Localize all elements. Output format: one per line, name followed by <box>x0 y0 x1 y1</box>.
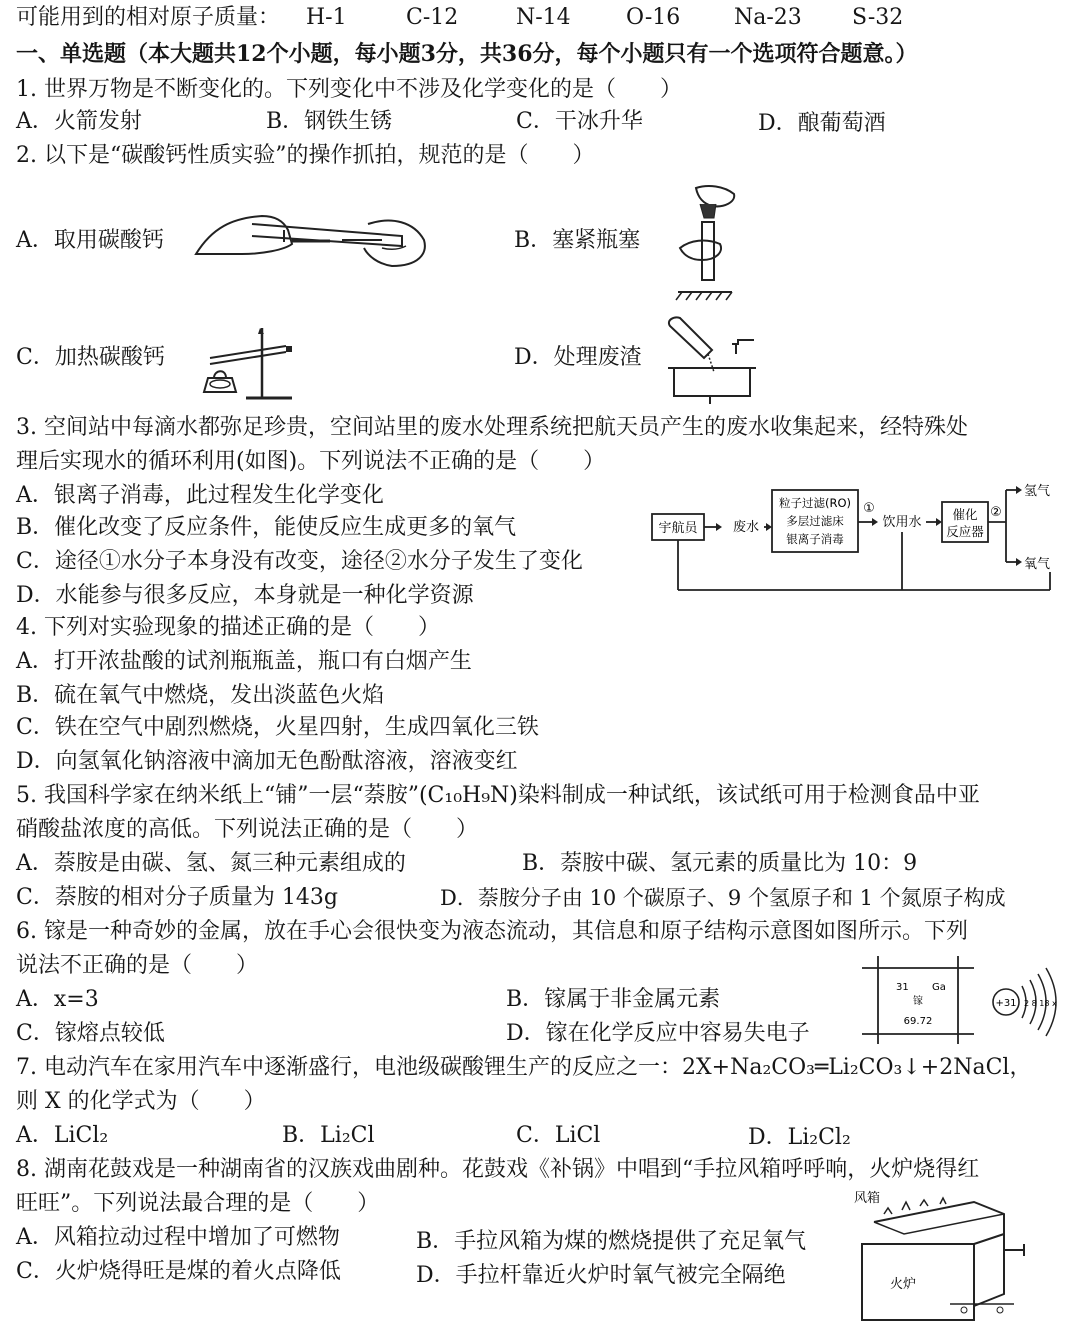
q8-option-d[interactable]: D．手拉杆靠近火炉时氧气被完全隔绝 <box>416 1263 786 1288</box>
ga-nucleus: +31 <box>995 998 1017 1009</box>
q5-option-a[interactable]: A．萘胺是由碳、氢、氮三种元素组成的 <box>16 851 406 876</box>
q4-stem: 4. 下列对实验现象的描述正确的是（ ） <box>16 615 440 640</box>
q2-option-d[interactable]: D．处理废渣 <box>514 345 642 370</box>
q6-stem-line1: 6. 镓是一种奇妙的金属，放在手心会很快变为液态流动，其信息和原子结构示意图如图所示。下列 <box>16 919 968 944</box>
ga-shells: 2 8 18 x <box>1024 999 1057 1008</box>
q5-option-d[interactable]: D．萘胺分子由 10 个碳原子、9 个氢原子和 1 个氮原子构成 <box>440 886 1006 910</box>
q7-option-b[interactable]: B．Li₂Cl <box>282 1123 375 1148</box>
q4-option-a[interactable]: A．打开浓盐酸的试剂瓶瓶盖，瓶口有白烟产生 <box>16 649 472 674</box>
q2-option-a[interactable]: A．取用碳酸钙 <box>16 228 164 253</box>
q8-furnace-figure <box>854 1184 1034 1324</box>
mass-n: N-14 <box>516 5 571 30</box>
q6-option-d[interactable]: D．镓在化学反应中容易失电子 <box>506 1021 810 1046</box>
q3-option-c[interactable]: C．途径①水分子本身没有改变，途径②水分子发生了变化 <box>16 549 583 574</box>
ga-mass: 69.72 <box>903 1016 933 1027</box>
q3-stem-line1: 3. 空间站中每滴水都弥足珍贵，空间站里的废水处理系统把航天员产生的废水收集起来，经特殊处 <box>16 415 968 440</box>
q5-option-c[interactable]: C．萘胺的相对分子质量为 143g <box>16 885 338 910</box>
q8-option-c[interactable]: C．火炉烧得旺是煤的着火点降低 <box>16 1259 341 1284</box>
q1-option-a[interactable]: A．火箭发射 <box>16 109 142 134</box>
q5-option-b[interactable]: B．萘胺中碳、氢元素的质量比为 10：9 <box>522 851 918 876</box>
box-astronaut: 宇航员 <box>658 521 698 536</box>
q2-option-c[interactable]: C．加热碳酸钙 <box>16 345 165 370</box>
q7-stem-line2: 则 X 的化学式为（ ） <box>16 1089 266 1114</box>
q3-option-b[interactable]: B．催化改变了反应条件，能使反应生成更多的氧气 <box>16 515 517 540</box>
label-wastewater: 废水 <box>732 520 760 535</box>
path-1-label: ① <box>863 501 875 516</box>
q4-option-c[interactable]: C．铁在空气中剧烈燃烧，火星四射，生成四氧化三铁 <box>16 715 539 740</box>
q5-stem-line1: 5. 我国科学家在纳米纸上“铺”一层“萘胺”(C₁₀H₉N)染料制成一种试纸，该试纸可用于检测食品中亚 <box>16 783 980 808</box>
q3-stem-line2: 理后实现水的循环利用(如图)。下列说法不正确的是（ ） <box>16 449 606 474</box>
mass-h: H-1 <box>306 5 347 30</box>
mass-c: C-12 <box>406 5 459 30</box>
mass-o: O-16 <box>626 5 681 30</box>
q1-option-c[interactable]: C．干冰升华 <box>516 109 643 134</box>
label-oxygen: 氧气 <box>1024 557 1051 572</box>
atomic-mass-label: 可能用到的相对原子质量： <box>16 5 281 30</box>
path-2-label: ② <box>990 505 1002 520</box>
q5-stem-line2: 硝酸盐浓度的高低。下列说法正确的是（ ） <box>16 817 479 842</box>
q6-option-b[interactable]: B．镓属于非金属元素 <box>506 987 721 1012</box>
label-furnace: 火炉 <box>890 1277 917 1292</box>
q3-option-a[interactable]: A．银离子消毒，此过程发生化学变化 <box>16 483 384 508</box>
label-hydrogen: 氢气 <box>1024 484 1051 499</box>
q8-option-b[interactable]: B．手拉风箱为煤的燃烧提供了充足氧气 <box>416 1229 807 1254</box>
q1-stem: 1. 世界万物是不断变化的。下列变化中不涉及化学变化的是（ ） <box>16 77 682 102</box>
q6-option-a[interactable]: A．x=3 <box>16 987 99 1012</box>
q7-stem-line1: 7. 电动汽车在家用汽车中逐渐盛行，电池级碳酸锂生产的反应之一：2X+Na₂CO₃═Li₂CO₃↓+2NaCl， <box>16 1055 1032 1080</box>
atomic-mass-line <box>16 4 280 32</box>
q7-option-d[interactable]: D．Li₂Cl₂ <box>748 1125 851 1150</box>
q8-stem-line1: 8. 湖南花鼓戏是一种湖南省的汉族戏曲剧种。花鼓戏《补锅》中唱到“手拉风箱呼呼响，火炉烧得红 <box>16 1157 980 1182</box>
q4-option-b[interactable]: B．硫在氧气中燃烧，发出淡蓝色火焰 <box>16 683 385 708</box>
q4-option-d[interactable]: D．向氢氧化钠溶液中滴加无色酚酞溶液，溶液变红 <box>16 749 518 774</box>
reactor-line2: 反应器 <box>946 524 984 539</box>
q1-option-d[interactable]: D．酿葡萄酒 <box>758 111 886 136</box>
label-drinking-water: 饮用水 <box>882 515 922 530</box>
q8-stem-line2: 旺旺”。下列说法最合理的是（ ） <box>16 1191 380 1216</box>
reactor-line1: 催化 <box>952 507 978 522</box>
label-bellows: 风箱 <box>854 1191 881 1206</box>
filter-line1: 粒子过滤(RO) <box>778 496 852 510</box>
mass-s: S-32 <box>852 5 904 30</box>
mass-na: Na-23 <box>734 5 802 30</box>
q8-option-a[interactable]: A．风箱拉动过程中增加了可燃物 <box>16 1225 340 1250</box>
q2-figure-c <box>196 322 300 402</box>
filter-line3: 银离子消毒 <box>786 532 844 546</box>
ga-atomic-number: 31 <box>896 982 909 993</box>
ga-symbol: Ga <box>932 982 946 993</box>
q2-option-b[interactable]: B．塞紧瓶塞 <box>514 228 641 253</box>
filter-line2: 多层过滤床 <box>786 514 844 528</box>
ga-name: 镓 <box>913 996 923 1007</box>
q6-stem-line2: 说法不正确的是（ ） <box>16 953 259 978</box>
q6-gallium-figure <box>862 956 1068 1046</box>
q6-option-c[interactable]: C．镓熔点较低 <box>16 1021 165 1046</box>
q3-water-cycle-diagram <box>650 480 1060 596</box>
q2-stem-text: 2. 以下是“碳酸钙性质实验”的操作抓拍，规范的是（ ） <box>16 143 595 168</box>
q1-option-b[interactable]: B．钢铁生锈 <box>266 109 393 134</box>
q2-figure-a <box>192 204 436 274</box>
q7-option-c[interactable]: C．LiCl <box>516 1123 601 1148</box>
q2-figure-b <box>662 182 746 302</box>
q2-figure-d <box>662 314 760 404</box>
section-title: 一、单选题（本大题共12个小题，每小题3分，共36分，每个小题只有一个选项符合题意。） <box>16 41 918 67</box>
q7-option-a[interactable]: A．LiCl₂ <box>16 1123 109 1148</box>
q3-option-d[interactable]: D．水能参与很多反应，本身就是一种化学资源 <box>16 583 474 608</box>
